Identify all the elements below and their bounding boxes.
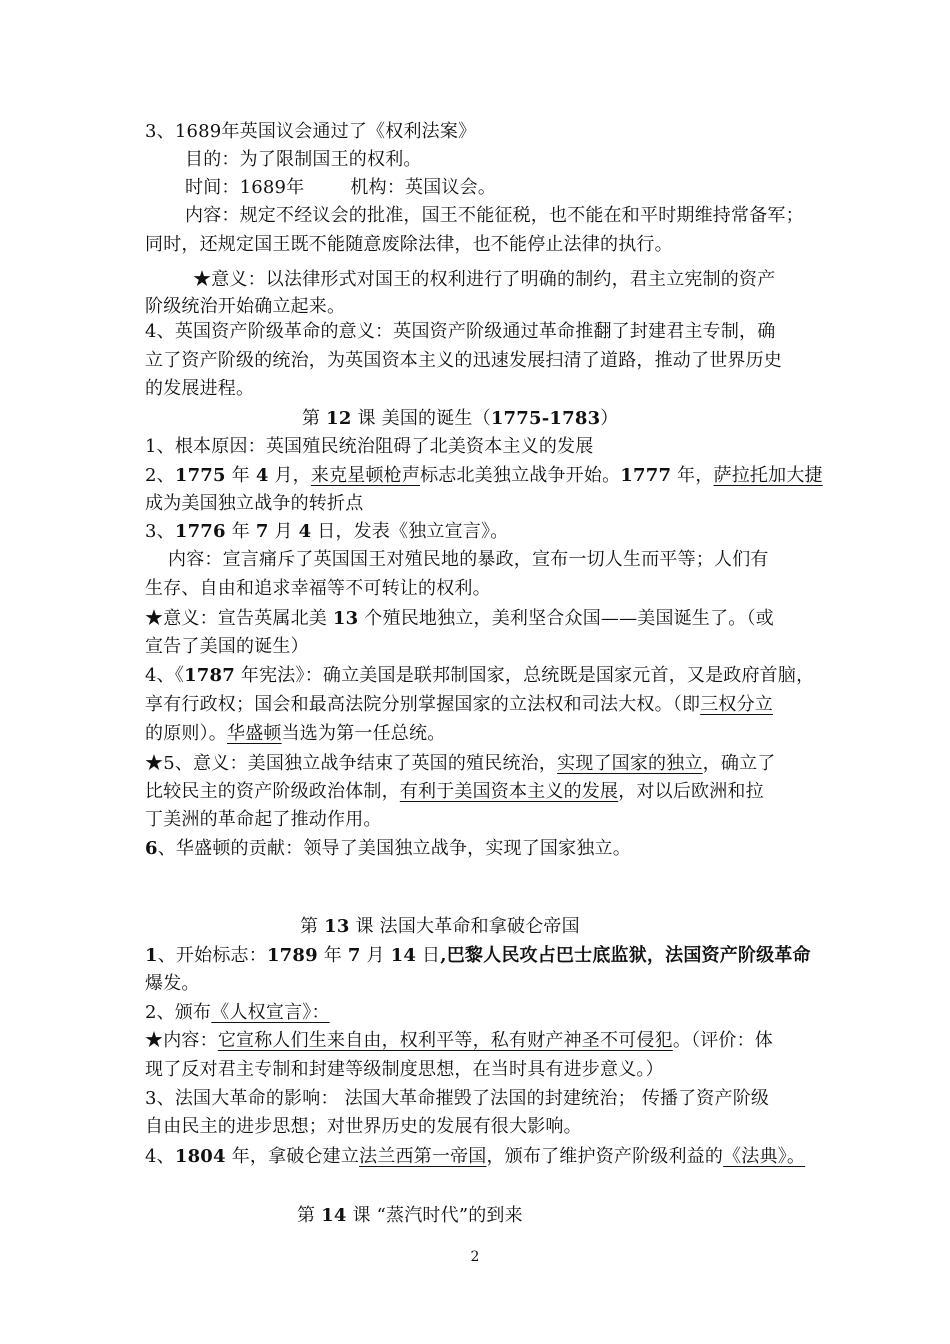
text-span: 4、 [145, 1146, 175, 1167]
text-line [145, 518, 508, 545]
text-line [185, 174, 496, 201]
text-span: 法兰西第一帝国 [359, 1146, 487, 1167]
text-span: 课 美国的诞生（ [357, 408, 491, 429]
text-span: 日，发表《独立宣言》。 [317, 521, 509, 542]
page-number: 2 [470, 1249, 480, 1265]
text-span: 1777 [620, 465, 672, 486]
text-span: 第 [297, 1205, 316, 1226]
text-line: 的发展进程。 [145, 378, 255, 399]
text-span: ，颁布了维护资产阶级利益的 [486, 1146, 724, 1167]
text-span: 第 [302, 408, 321, 429]
text-span: ★5、意义：美国独立战争结束了英国的殖民统治， [145, 753, 558, 774]
text-line [145, 605, 774, 632]
text-line: ★意义：以法律形式对国王的权利进行了明确的制约，君主立宪制的资产 [193, 269, 776, 290]
text-span: 第 [300, 916, 319, 937]
text-line: 1、根本原因：英国殖民统治阻碍了北美资本主义的发展 [145, 436, 594, 457]
text-line: 阶级统治开始确立起来。 [145, 296, 346, 317]
text-span: 课 法国大革命和拿破仑帝国 [355, 916, 580, 937]
text-span: 的原则）。 [145, 723, 227, 744]
text-span: 1776 [174, 521, 226, 542]
text-span: 当选为第一任总统。 [281, 723, 446, 744]
text-span: 年 [231, 521, 250, 542]
text-span: 1775 [174, 465, 226, 486]
text-span: ） [600, 408, 619, 429]
lesson-13-heading [300, 913, 580, 940]
text-span: 日 [422, 945, 441, 966]
text-span: 1787 [184, 665, 235, 686]
text-span: 比较民主的资产阶级政治体制， [145, 781, 400, 802]
text-span: 华盛顿 [227, 723, 282, 744]
text-span: 萨拉托加大捷 [713, 465, 823, 486]
text-span: 《法典》。 [723, 1146, 806, 1167]
text-line: 立了资产阶级的统治，为英国资本主义的迅速发展扫清了道路，推动了世界历史 [145, 350, 782, 371]
text-span: 课 “蒸汽时代”的到来 [352, 1205, 523, 1226]
text-line [145, 662, 814, 689]
text-line [145, 691, 773, 718]
text-span: 4 [298, 521, 312, 542]
text-span: 1 [145, 945, 158, 966]
text-span: 4 [255, 465, 269, 486]
text-span: 标志北美独立战争开始。 [420, 465, 621, 486]
text-line: 爆发。 [145, 973, 200, 994]
text-line: 生存、自由和追求幸福等不可转让的权利。 [145, 578, 491, 599]
text-line [145, 778, 764, 805]
text-span: 13 [332, 608, 359, 629]
text-line: 自由民主的进步思想；对世界历史的发展有很大影响。 [145, 1116, 582, 1137]
text-line [145, 720, 445, 747]
text-line: 同时，还规定国王既不能随意废除法律，也不能停止法律的执行。 [145, 234, 673, 255]
text-span: ，对以后欧洲和拉 [618, 781, 764, 802]
text-span: 月 [274, 521, 293, 542]
text-span: 、开始标志： [157, 945, 267, 966]
text-line [145, 462, 823, 489]
text-span: 月， [274, 465, 311, 486]
text-span: 。（评价：体 [672, 1030, 774, 1051]
text-span: 2、颁布 [145, 1002, 212, 1023]
text-span: 3、 [145, 521, 175, 542]
lesson-12-heading [302, 405, 619, 432]
text-span: 享有行政权；国会和最高法院分别掌握国家的立法权和司法大权。（即 [145, 694, 701, 715]
text-span: 6 [145, 838, 158, 859]
text-span: 《人权宣言》： [211, 1002, 330, 1023]
text-span: 个殖民地独立，美利坚合众国——美国诞生了。（或 [358, 608, 774, 629]
text-line: 丁美洲的革命起了推动作用。 [145, 809, 382, 830]
text-span: 时间：1689年 [185, 177, 305, 198]
lesson-14-heading [297, 1202, 523, 1229]
text-line [145, 942, 811, 969]
text-line: 现了反对君主专制和封建等级制度思想，在当时具有进步意义。） [145, 1059, 664, 1080]
text-line: 内容：规定不经议会的批准，国王不能征税，也不能在和平时期维持常备军； [185, 205, 804, 226]
text-line: 成为美国独立战争的转折点 [145, 493, 364, 514]
text-span: 7 [255, 521, 269, 542]
text-span: 1804 [174, 1146, 226, 1167]
text-span: 7 [347, 945, 361, 966]
text-span: ★意义：宣告英属北美 [145, 608, 333, 629]
text-span: 月 [366, 945, 385, 966]
text-span: 14 [390, 945, 417, 966]
text-line [145, 835, 631, 862]
text-line: 3、1689年英国议会通过了《权利法案》 [145, 121, 477, 142]
text-span: 有利于美国资本主义的发展 [399, 781, 619, 802]
text-span: ,巴黎人民攻占巴士底监狱，法国资产阶级革命 [440, 945, 811, 966]
text-span: 13 [324, 916, 350, 937]
text-span: 年 [231, 465, 250, 486]
text-span: 来克星顿枪声 [310, 465, 421, 486]
text-line: 3、法国大革命的影响： 法国大革命摧毁了法国的封建统治； 传播了资产阶级 [145, 1088, 770, 1109]
text-span: 1775-1783 [490, 408, 601, 429]
text-span: ★内容： [145, 1030, 218, 1051]
text-line: 4、英国资产阶级革命的意义：英国资产阶级通过革命推翻了封建君主专制，确 [145, 321, 776, 342]
text-line: 目的：为了限制国王的权利。 [185, 149, 422, 170]
text-line: 宣告了美国的诞生） [145, 636, 309, 657]
text-span: ，确立了 [702, 753, 776, 774]
text-span: 年， [677, 465, 714, 486]
text-span: 14 [321, 1205, 347, 1226]
text-line [145, 1143, 805, 1170]
text-span: 机构：英国议会。 [350, 177, 497, 198]
text-span: 年宪法》：确立美国是联邦制国家，总统既是国家元首，又是政府首脑， [240, 665, 815, 686]
text-span: 实现了国家的独立 [557, 753, 703, 774]
text-span: 2、 [145, 465, 175, 486]
text-span: 年 [323, 945, 342, 966]
text-line [145, 1027, 773, 1054]
text-span: 、华盛顿的贡献：领导了美国独立战争，实现了国家独立。 [157, 838, 631, 859]
text-line [145, 750, 775, 777]
text-span: 年，拿破仑建立 [231, 1146, 360, 1167]
text-span: 它宣称人们生来自由，权利平等，私有财产神圣不可侵犯 [217, 1030, 673, 1051]
text-line [145, 999, 330, 1026]
text-span: 4、《 [145, 665, 185, 686]
text-span: 1789 [266, 945, 318, 966]
text-span: 三权分立 [700, 694, 774, 715]
text-line: 内容：宣言痛斥了英国国王对殖民地的暴政，宣布一切人生而平等；人们有 [168, 549, 769, 570]
text-span: 12 [326, 408, 352, 429]
